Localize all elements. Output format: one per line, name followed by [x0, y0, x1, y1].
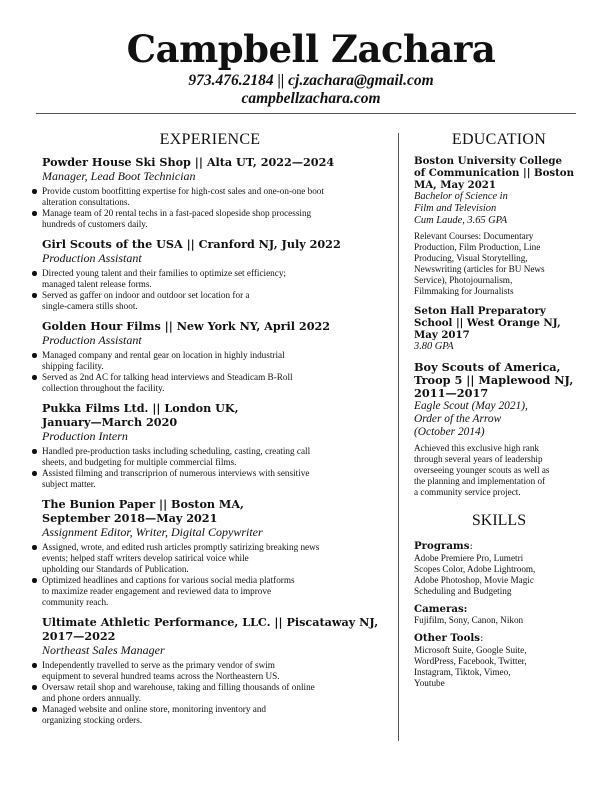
job-bullets — [42, 268, 388, 312]
bullet-line: collection throughout the facility. — [42, 383, 165, 393]
job-title-line: Ultimate Athletic Performance, LLC. || Piscataway NJ, — [42, 615, 379, 629]
experience-column — [42, 131, 388, 733]
colon: : — [480, 633, 484, 644]
education-entry-bu — [414, 155, 584, 297]
bullet-item — [42, 468, 388, 490]
school-name-line: Boston University College — [414, 155, 563, 167]
bullet-line: equipment to several hundred teams across the Northeastern US. — [42, 671, 280, 681]
description-line: through several years of leadership — [414, 454, 543, 464]
job-title-line: The Bunion Paper || Boston MA, — [42, 497, 244, 511]
bullet-line: Manage team of 20 rental techs in a fast-paced slopeside shop processing — [42, 208, 312, 218]
bullet-line: Assigned, wrote, and edited rush articles promptly satirizing breaking news — [42, 542, 320, 552]
courses-line: Producing, Visual Storytelling, — [414, 253, 528, 263]
education-entry-boy-scouts — [414, 361, 584, 498]
skills-line: Scheduling and Budgeting — [414, 586, 512, 596]
bullet-line: single-camera stills shoot. — [42, 301, 138, 311]
skills-line: Scopes Color, Adobe Lightroom, — [414, 564, 536, 574]
bullet-item — [42, 542, 388, 575]
job-title-line: Girl Scouts of the USA || Cranford NJ, July 2022 — [42, 237, 341, 251]
school-name-line: May 2017 — [414, 329, 470, 341]
bullet-item — [42, 446, 388, 468]
job-title — [42, 237, 388, 251]
bullet-line: events; helped staff writers develop satirical voice while — [42, 553, 249, 563]
bullet-line: shipping facility. — [42, 361, 104, 371]
courses-line: Filmmaking for Journalists — [414, 286, 514, 296]
school-name-line: MA, May 2021 — [414, 179, 496, 191]
job-title-line: September 2018—May 2021 — [42, 511, 218, 525]
job-entry — [42, 615, 388, 726]
bullet-item — [42, 682, 388, 704]
job-role: Production Intern — [42, 429, 128, 443]
bullet-item — [42, 372, 388, 394]
organization-name-line: Troop 5 || Maplewood NJ, — [414, 373, 574, 387]
bullet-item — [42, 350, 388, 372]
bullet-line: managed talent release forms. — [42, 279, 152, 289]
scouts-description — [414, 443, 584, 498]
bullet-item — [42, 186, 388, 208]
award-line: (October 2014) — [414, 426, 485, 438]
bullet-item — [42, 575, 388, 608]
organization-name — [414, 361, 584, 400]
programs-label: Programs — [414, 540, 470, 552]
bullet-line: Managed company and rental gear on location in highly industrial — [42, 350, 285, 360]
bullet-line: to maximize reader engagement and reviewed data to improve — [42, 586, 272, 596]
skills-cameras-heading: Cameras: — [414, 603, 468, 615]
bullet-line: Managed website and online store, monitoring inventory and — [42, 704, 267, 714]
bullet-line: subject matter. — [42, 479, 96, 489]
education-heading: EDUCATION — [451, 131, 547, 148]
school-name — [414, 155, 584, 191]
header-divider — [36, 113, 576, 114]
job-title — [42, 319, 388, 333]
bullet-line: hundreds of customers daily. — [42, 219, 148, 229]
degree-line: Film and Television — [414, 203, 497, 214]
bullet-line: alteration consultations. — [42, 197, 130, 207]
education-entry-seton-hall — [414, 305, 584, 353]
description-line: a community service project. — [414, 487, 521, 497]
job-title-line: 2017—2022 — [42, 629, 116, 643]
job-role: Manager, Lead Boot Technician — [42, 169, 196, 183]
skills-programs — [414, 553, 584, 597]
job-title-line: January—March 2020 — [42, 415, 178, 429]
bullet-line: Assisted filming and transcriprion of numerous interviews with sensitive — [42, 468, 310, 478]
description-line: the planning and implementation of — [414, 476, 546, 486]
skills-line: Youtube — [414, 678, 445, 688]
bullet-line: Provide custom bootfitting expertise for high-cost sales and one-on-one boot — [42, 186, 324, 196]
bullet-item — [42, 208, 388, 230]
bullet-item — [42, 660, 388, 682]
bullet-item — [42, 704, 388, 726]
job-title-line: Powder House Ski Shop || Alta UT, 2022—2024 — [42, 155, 335, 169]
resume-header — [0, 26, 612, 108]
skills-line: Adobe Photoshop, Movie Magic — [414, 575, 534, 585]
job-bullets — [42, 660, 388, 726]
job-title — [42, 497, 388, 525]
bullet-line: Optimized headlines and captions for various social media platforms — [42, 575, 295, 585]
bullet-line: Directed young talent and their families to optimize set efficiency; — [42, 268, 286, 278]
job-entry — [42, 237, 388, 312]
bullet-line: Served as gaffer on indoor and outdoor set location for a — [42, 290, 250, 300]
experience-heading: EXPERIENCE — [159, 131, 261, 148]
courses-line: Newswriting (articles for BU News — [414, 264, 545, 274]
skills-cameras: Fujifilm, Sony, Canon, Nikon — [414, 615, 524, 625]
bullet-line: Served as 2nd AC for talking head interviews and Steadicam B-Roll — [42, 372, 293, 382]
sidebar-column — [414, 131, 584, 695]
bullet-line: Independently travelled to serve as the primary vendor of swim — [42, 660, 275, 670]
job-bullets — [42, 186, 388, 230]
job-role: Assignment Editor, Writer, Digital Copywriter — [42, 525, 263, 539]
experience-list — [42, 155, 388, 726]
job-bullets — [42, 350, 388, 394]
bullet-line: Handled pre-production tasks including scheduling, casting, creating call — [42, 446, 311, 456]
job-bullets — [42, 446, 388, 490]
honors: Cum Laude, 3.65 GPA — [414, 215, 508, 226]
job-entry — [42, 401, 388, 490]
degree — [414, 191, 584, 227]
organization-name-line: Boy Scouts of America, — [414, 360, 561, 374]
degree-line: Bachelor of Science in — [414, 191, 508, 202]
job-title-line: Golden Hour Films || New York NY, April 2022 — [42, 319, 331, 333]
job-title — [42, 401, 388, 429]
job-entry — [42, 497, 388, 608]
school-name — [414, 305, 584, 341]
skills-heading: SKILLS — [471, 512, 527, 529]
organization-name-line: 2011—2017 — [414, 386, 489, 400]
skills-line: WordPress, Facebook, Twitter, — [414, 656, 527, 666]
bullet-line: and phone orders annually. — [42, 693, 141, 703]
bullet-item — [42, 268, 388, 290]
skills-line: Instagram, Tiktok, Vimeo, — [414, 667, 511, 677]
column-divider — [398, 133, 399, 741]
courses-line: Service), Photojournalism, — [414, 275, 513, 285]
job-entry — [42, 319, 388, 394]
award — [414, 400, 584, 439]
bullet-line: Oversaw retail shop and warehouse, taking and filling thousands of online — [42, 682, 315, 692]
gpa: 3.80 GPA — [414, 341, 454, 352]
skills-line: Adobe Premiere Pro, Lumetri — [414, 553, 524, 563]
job-role: Production Assistant — [42, 251, 142, 265]
bullet-line: sheets, and budgeting for multiple commercial films. — [42, 457, 237, 467]
courses-line: Production, Film Production, Line — [414, 242, 541, 252]
job-title-line: Pukka Films Ltd. || London UK, — [42, 401, 239, 415]
job-role: Production Assistant — [42, 333, 142, 347]
contact-line-phone-email: 973.476.2184 || cj.zachara@gmail.com — [188, 72, 434, 89]
candidate-name: Campbell Zachara — [126, 27, 496, 71]
bullet-line: upholding our Standards of Publication. — [42, 564, 189, 574]
school-name-line: School || West Orange NJ, — [414, 317, 561, 329]
job-title — [42, 615, 388, 643]
courses-line: Relevant Courses: Documentary — [414, 231, 534, 241]
award-line: Eagle Scout (May 2021), — [414, 400, 528, 412]
bullet-item — [42, 290, 388, 312]
bullet-line: community reach. — [42, 597, 109, 607]
job-entry — [42, 155, 388, 230]
description-line: overseeing younger scouts as well as — [414, 465, 550, 475]
tools-label: Other Tools — [414, 632, 480, 644]
skills-programs-heading — [414, 540, 584, 553]
school-name-line: of Communication || Boston — [414, 167, 575, 179]
contact-line-website: campbellzachara.com — [241, 90, 381, 107]
job-title — [42, 155, 388, 169]
skills-tools — [414, 645, 584, 689]
job-bullets — [42, 542, 388, 608]
award-line: Order of the Arrow — [414, 413, 502, 425]
school-name-line: Seton Hall Preparatory — [414, 305, 546, 317]
job-role: Northeast Sales Manager — [42, 643, 165, 657]
skills-line: Microsoft Suite, Google Suite, — [414, 645, 527, 655]
description-line: Achieved this exclusive high rank — [414, 443, 540, 453]
bullet-line: organizing stocking orders. — [42, 715, 143, 725]
colon: : — [469, 541, 473, 552]
skills-tools-heading — [414, 632, 584, 645]
relevant-courses — [414, 231, 584, 297]
